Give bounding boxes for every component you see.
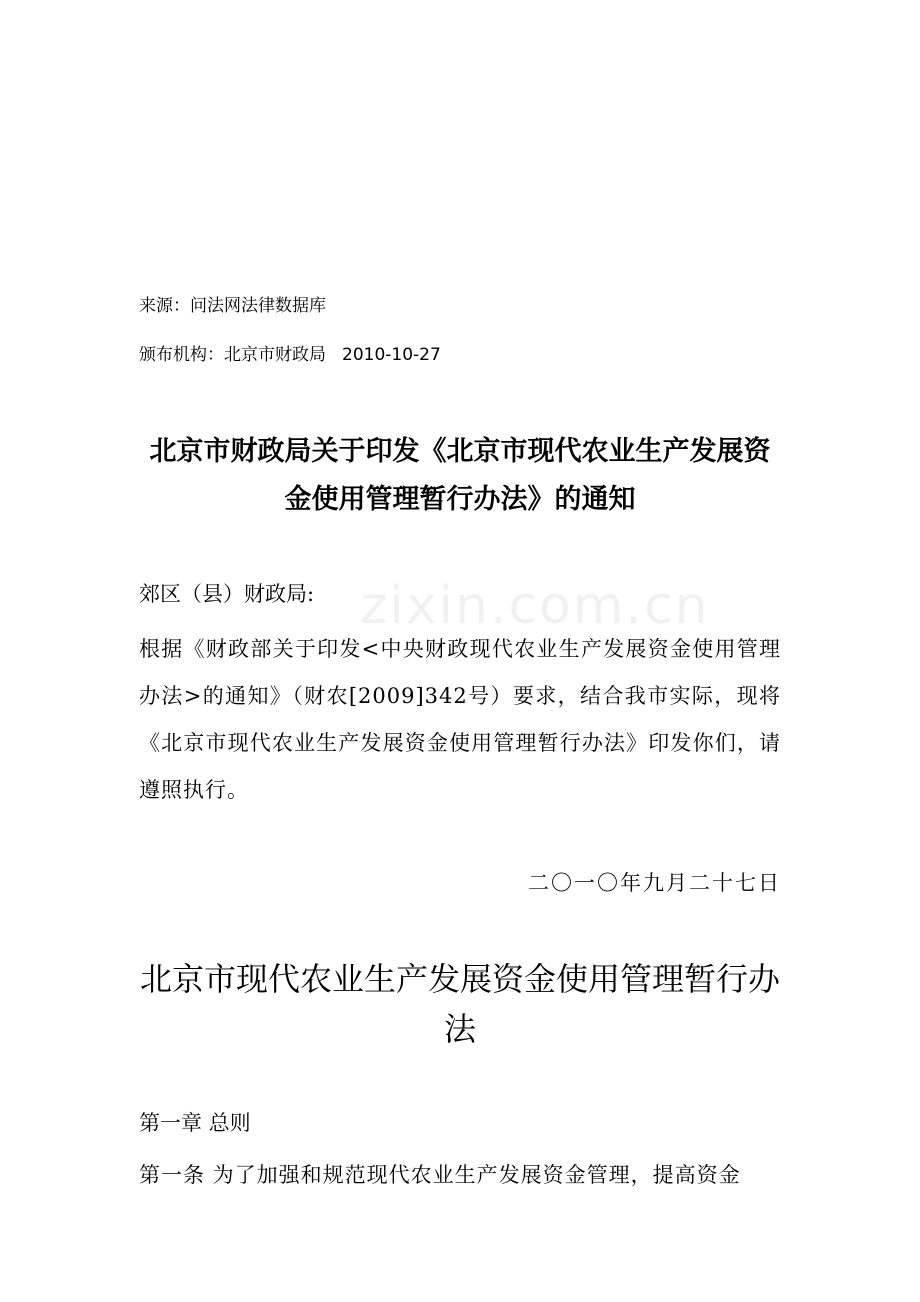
- signature-date: 二〇一〇年九月二十七日: [528, 871, 781, 895]
- article-text: 第一条 为了加强和规范现代农业生产发展资金管理，提高资金: [139, 1163, 741, 1187]
- notice-title: 北京市财政局关于印发《北京市现代农业生产发展资金使用管理暂行办法》的通知: [149, 436, 771, 515]
- addressee: 郊区（县）财政局:: [139, 582, 315, 606]
- notice-body: 根据《财政部关于印发<中央财政现代农业生产发展资金使用管理办法>的通知》（财农[2009]342号）要求，结合我市实际，现将《北京市现代农业生产发展资金使用管理暂行办法》印发你们，请遵照执行。: [139, 637, 781, 802]
- watermark: zixin.com.cn: [360, 576, 710, 636]
- source-line: 来源：问法网法律数据库: [139, 296, 326, 316]
- issue-date: 2010-10-27: [342, 345, 441, 365]
- rules-title: 北京市现代农业生产发展资金使用管理暂行办法: [139, 960, 780, 1048]
- chapter-heading: 第一章 总则: [139, 1111, 251, 1135]
- issuer-line: [139, 343, 441, 367]
- issuer-label: 颁布机构：北京市财政局: [139, 345, 326, 365]
